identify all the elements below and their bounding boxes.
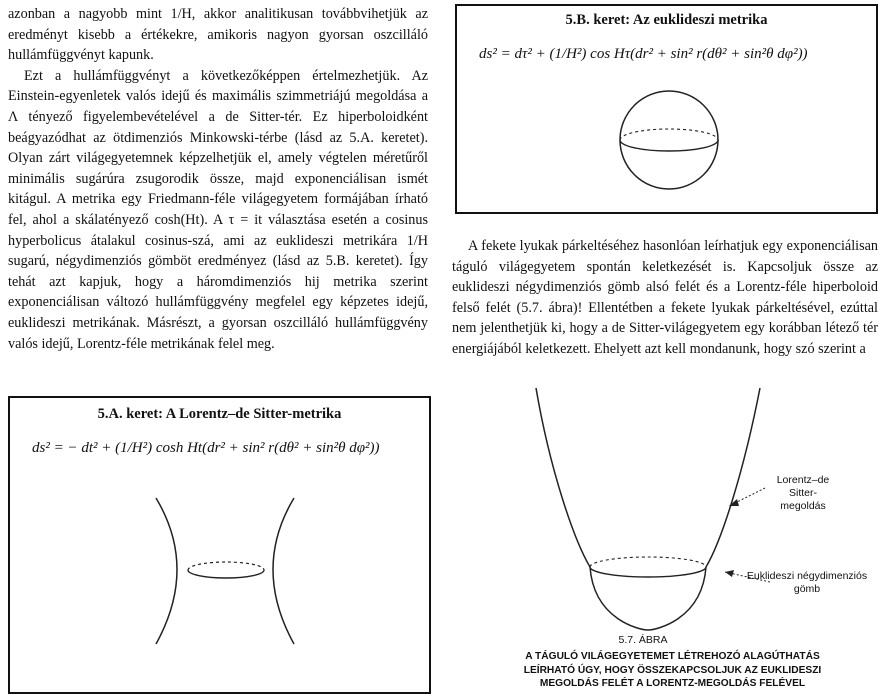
box-5b-formula: ds² = dτ² + (1/H²) cos Hτ(dr² + sin² r(dθ² + sin²θ dφ²)): [479, 46, 808, 62]
junction-back-dashed: [590, 557, 706, 567]
figure-number: 5.7. ÁBRA: [618, 634, 668, 646]
right-column-text: A fekete lyukak párkeltéséhez hasonlóan leírhatjuk egy exponenciálisan táguló világegyetem spontán keletkezését is. Kapcsoljuk össze az euklideszi négydimenziós gömb alsó felét és a Lorentz-féle hiperboloid felső felét (5.7. ábra)! Ellentétben a fekete lyukak párkeltésével, ezúttal nem jelenthetjük ki, hogy a de Sitter-világegyetem egy korábban létező tér energiájából keletkezett. Ehelyett azt kell mondanunk, hogy szó szerint a: [452, 238, 878, 357]
left-paragraph-1: azonban a nagyobb mint 1/H, akkor analitikusan továbbvihetjük az eredményt kisebb a értékekre, amikoris nagyon gyorsan oszcilláló hullámfüggvényt kapunk.: [8, 6, 428, 64]
label-lorentz-de-sitter: Lorentz–de Sitter-megoldás: [776, 474, 830, 512]
figure-caption: A TÁGULÓ VILÁGEGYETEMET LÉTREHOZÓ ALAGÚTHATÁS LEÍRHATÓ ÚGY, HOGY ÖSSZEKAPCSOLJUK AZ EUKLIDESZI MEGOLDÁS FELÉT A LORENTZ-MEGOLDÁS FELÉVEL: [523, 651, 822, 689]
box-5a-title: 5.A. keret: A Lorentz–de Sitter-metrika: [97, 406, 342, 422]
lorentz-left-curve: [536, 388, 590, 567]
lorentz-right-curve: [706, 388, 760, 567]
label-euclidean-sphere: Euklideszi négydimenziós gömb: [746, 570, 868, 595]
box-5b-title: 5.B. keret: Az euklideszi metrika: [565, 12, 768, 28]
junction-front: [590, 567, 706, 577]
left-paragraph-2: Ezt a hullámfüggvényt a következőképpen értelmezhetjük. Az Einstein-egyenletek valós idejű és maximális szimmetriájú megoldása a Λ tényező figyelembevételével a de Sitter-tér. Ez hiperboloidként beágyazódhat az ötdimenziós Minkowski-térbe (lásd az 5.A. keretet). Olyan zárt világegyetemnek képzelhetjük el, amely végtelen méretűről minimális sugárúra zsugorodik össze, majd exponenciálisan ismét kitágul. A metrika egy Friedmann-féle világegyetem formájában írható fel, ahol a skálatényező cosh(Ht). A τ = it választása esetén a cosinus hyperbolicus átalakul cosinus-szá, ami az euklideszi metrikára 1/H sugarú, négydimenziós gömböt eredményez (lásd az 5.B. keretet). Így tehát azt kapjuk, hogy a háromdimenziós hij metrika szerint exponenciálisan változó hullámfüggvény megfelel egy képzetes idejű, euklideszi metrikának. Másrészt, a gyorsan oszcilláló hullámfüggvény valós idejű, Lorentz-féle metrikának felel meg.: [8, 67, 428, 352]
box-5a-formula: ds² = − dt² + (1/H²) cosh Ht(dr² + sin² r(dθ² + sin²θ dφ²)): [32, 440, 380, 456]
